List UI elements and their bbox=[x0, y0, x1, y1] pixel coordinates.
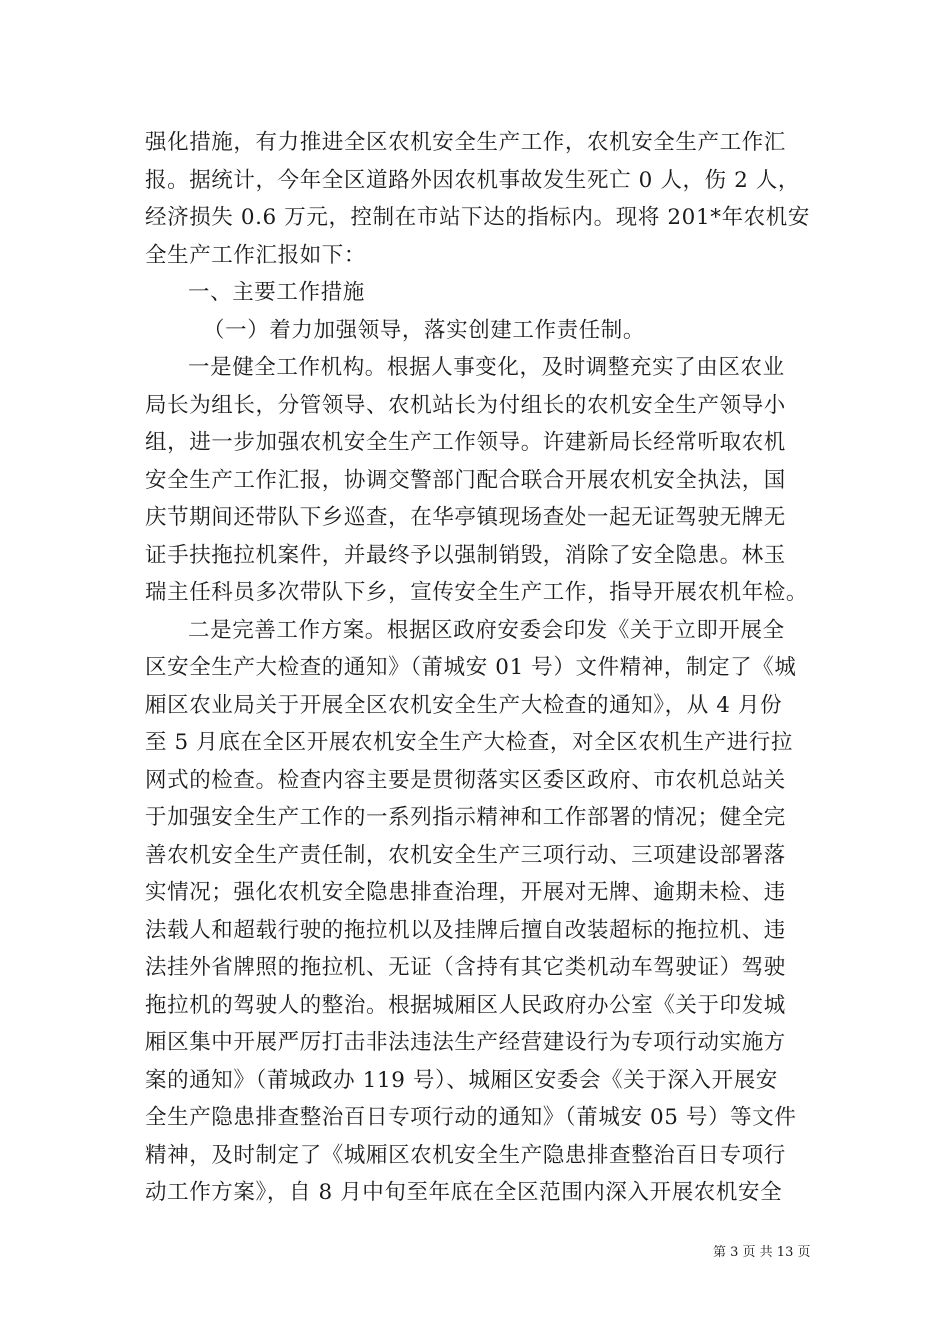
text-line: 证手扶拖拉机案件，并最终予以强制销毁，消除了安全隐患。林玉 bbox=[145, 542, 786, 568]
text-line: 报。据统计，今年全区道路外因农机事故发生死亡 0 人，伤 2 人， bbox=[145, 167, 800, 193]
text-line: 经济损失 0.6 万元，控制在市站下达的指标内。现将 201*年农机安 bbox=[145, 205, 810, 230]
text-line: 区安全生产大检查的通知》（莆城安 01 号）文件精神，制定了《城 bbox=[145, 655, 797, 680]
text-line: 强化措施，有力推进全区农机安全生产工作，农机安全生产工作汇 bbox=[145, 130, 786, 155]
text-line: 法挂外省牌照的拖拉机、无证（含持有其它类机动车驾驶证）驾驶 bbox=[145, 955, 786, 980]
subsection-heading: （一）着力加强领导，落实创建工作责任制。 bbox=[203, 317, 646, 343]
text-line: 动工作方案》，自 8 月中旬至年底在全区范围内深入开展农机安全 bbox=[145, 1180, 783, 1205]
text-line: 拖拉机的驾驶人的整治。根据城厢区人民政府办公室《关于印发城 bbox=[145, 992, 786, 1018]
text-line: 瑞主任科员多次带队下乡，宣传安全生产工作，指导开展农机年检。 bbox=[145, 580, 809, 605]
text-line: 法载人和超载行驶的拖拉机以及挂牌后擅自改装超标的拖拉机、违 bbox=[145, 917, 786, 943]
paragraph-start: 一是健全工作机构。根据人事变化，及时调整充实了由区农业 bbox=[188, 355, 785, 380]
text-line: 全生产工作汇报如下： bbox=[145, 242, 367, 268]
paragraph-start: 二是完善工作方案。根据区政府安委会印发《关于立即开展全 bbox=[188, 617, 785, 643]
section-heading: 一、主要工作措施 bbox=[188, 280, 365, 305]
document-body bbox=[145, 124, 810, 1212]
text-line: 全生产隐患排查整治百日专项行动的通知》（莆城安 05 号）等文件 bbox=[145, 1105, 797, 1130]
text-line: 善农机安全生产责任制，农机安全生产三项行动、三项建设部署落 bbox=[145, 842, 786, 868]
text-line: 庆节期间还带队下乡巡查，在华亭镇现场查处一起无证驾驶无牌无 bbox=[145, 505, 786, 530]
text-line: 局长为组长，分管领导、农机站长为付组长的农机安全生产领导小 bbox=[145, 392, 786, 418]
text-line: 精神，及时制定了《城厢区农机安全生产隐患排查整治百日专项行 bbox=[145, 1142, 786, 1168]
text-line: 案的通知》（莆城政办 119 号）、城厢区安委会《关于深入开展安 bbox=[145, 1067, 778, 1093]
text-line: 网式的检查。检查内容主要是贯彻落实区委区政府、市农机总站关 bbox=[145, 767, 786, 793]
text-line: 厢区农业局关于开展全区农机安全生产大检查的通知》，从 4 月份 bbox=[145, 692, 783, 718]
text-line: 安全生产工作汇报，协调交警部门配合联合开展农机安全执法，国 bbox=[145, 467, 786, 493]
text-line: 至 5 月底在全区开展农机安全生产大检查，对全区农机生产进行拉 bbox=[145, 730, 793, 755]
text-line: 实情况；强化农机安全隐患排查治理，开展对无牌、逾期未检、违 bbox=[145, 880, 786, 905]
page-number: 第 3 页 共 13 页 bbox=[713, 1245, 811, 1260]
text-line: 组，进一步加强农机安全生产工作领导。许建新局长经常听取农机 bbox=[145, 430, 786, 455]
text-line: 厢区集中开展严厉打击非法违法生产经营建设行为专项行动实施方 bbox=[145, 1030, 786, 1055]
text-line: 于加强安全生产工作的一系列指示精神和工作部署的情况；健全完 bbox=[145, 805, 786, 830]
